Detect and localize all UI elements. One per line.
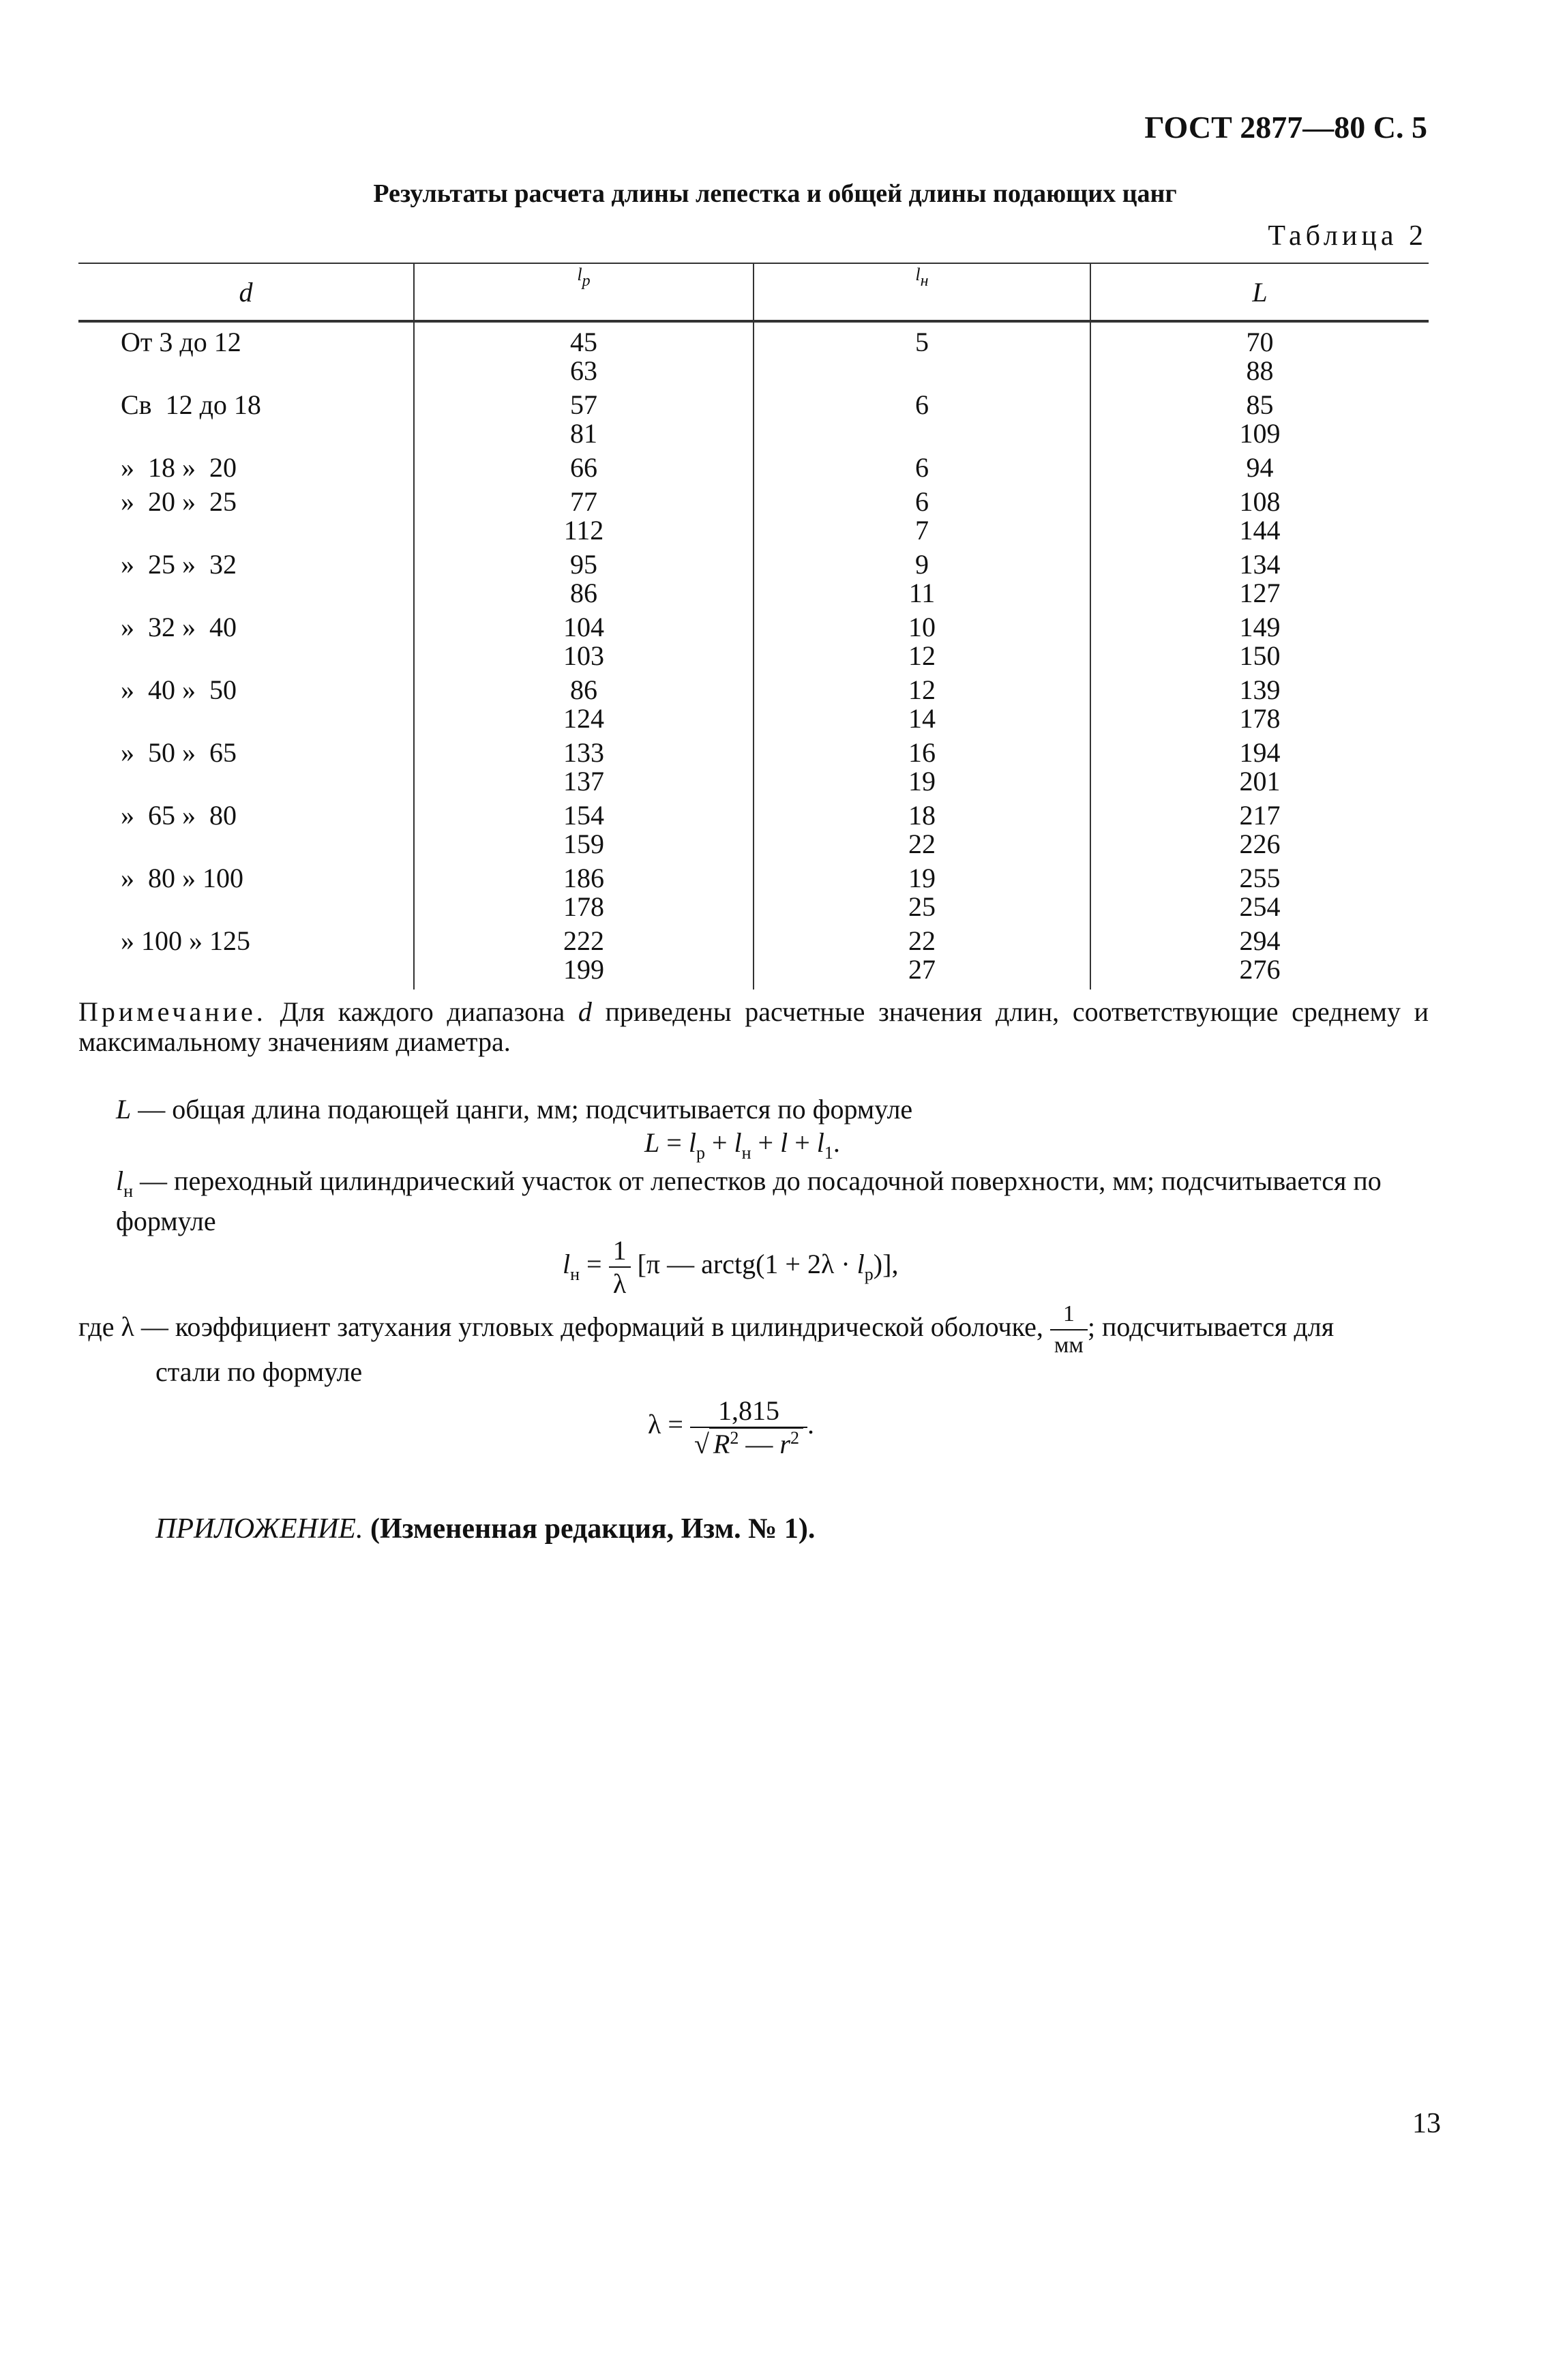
cell-ln <box>754 864 1090 927</box>
cell-d <box>78 550 414 613</box>
cell-L <box>1090 550 1429 613</box>
cell-value: 27 <box>908 954 936 985</box>
fraction-1-mm: $\frac{1}{мм}$ <box>1050 1299 1088 1360</box>
cell-value: 25 <box>908 891 936 922</box>
def-L: L — общая длина подающей цанги, мм; подсчитывается по формуле <box>116 1094 913 1125</box>
table-title: Результаты расчета длины лепестка и общей длины подающих цанг <box>373 179 1177 208</box>
cell-L <box>1090 488 1429 550</box>
cell-d <box>78 801 414 864</box>
table-row <box>78 739 1429 801</box>
cell-value: 57 <box>570 389 597 420</box>
cell-ln <box>754 927 1090 990</box>
cell-value: 63 <box>570 355 597 386</box>
cell-value: 18 <box>908 800 936 831</box>
cell-d-text: » 32 » 40 <box>121 612 237 642</box>
cell-d <box>78 864 414 927</box>
cell-L <box>1090 676 1429 739</box>
table-row <box>78 321 1429 391</box>
cell-value: 6 <box>915 486 929 517</box>
cell-value: 150 <box>1239 640 1281 671</box>
cell-value: 16 <box>908 737 936 768</box>
cell-value: 294 <box>1239 925 1281 956</box>
cell-value: 109 <box>1239 418 1281 449</box>
cell-lp <box>414 453 754 488</box>
cell-ln <box>754 391 1090 453</box>
cell-value: 159 <box>563 829 604 859</box>
cell-value: 7 <box>915 515 929 546</box>
note-text-2: приведены расчетные значения длин, соответствующие среднему и максимальному значениям диаметра. <box>78 996 1429 1057</box>
table-row <box>78 391 1429 453</box>
cell-d <box>78 739 414 801</box>
cell-value: 226 <box>1239 829 1281 859</box>
cell-value: 255 <box>1239 863 1281 893</box>
header-ln: lн <box>754 263 1090 321</box>
cell-lp <box>414 927 754 990</box>
cell-value: 276 <box>1239 954 1281 985</box>
cell-value: 137 <box>563 766 604 797</box>
cell-L <box>1090 739 1429 801</box>
cell-value: 45 <box>570 327 597 357</box>
cell-value: 139 <box>1239 674 1281 705</box>
formula-lambda: λ = $\frac{1,815}{√ R^2 — r^2}$ . <box>648 1395 814 1459</box>
cell-d-text: » 20 » 25 <box>121 486 237 517</box>
cell-lp <box>414 864 754 927</box>
table-row <box>78 550 1429 613</box>
cell-value: 144 <box>1239 515 1281 546</box>
cell-L <box>1090 321 1429 391</box>
cell-value: 217 <box>1239 800 1281 831</box>
cell-L <box>1090 613 1429 676</box>
cell-value: 199 <box>563 954 604 985</box>
cell-value: 154 <box>563 800 604 831</box>
cell-ln <box>754 453 1090 488</box>
formula-L: $L = l_р + l_н + l + l_1$. <box>644 1127 840 1163</box>
note-text-1: Для каждого диапазона <box>266 996 578 1027</box>
cell-d <box>78 391 414 453</box>
cell-ln <box>754 739 1090 801</box>
fraction-lambda: $\frac{1,815}{√ R^2 — r^2}$ <box>690 1395 807 1460</box>
cell-value: 103 <box>563 640 604 671</box>
cell-ln <box>754 321 1090 391</box>
def-lambda-cont: стали по формуле <box>155 1356 363 1387</box>
results-table <box>78 263 1429 990</box>
def-ln: $l_н$ — переходный цилиндрический участок от лепестков до посадочной поверхности, мм; подсчитывается по формуле <box>116 1165 1382 1236</box>
cell-d-text: » 65 » 80 <box>121 800 237 831</box>
table-row <box>78 488 1429 550</box>
cell-ln <box>754 550 1090 613</box>
appendix-label: ПРИЛОЖЕНИЕ. <box>155 1513 363 1545</box>
cell-value: 6 <box>915 452 929 483</box>
cell-d-text: От 3 до 12 <box>121 327 241 357</box>
cell-value: 186 <box>563 863 604 893</box>
cell-d <box>78 453 414 488</box>
page-number: 13 <box>1412 2108 1441 2139</box>
cell-value: 178 <box>563 891 604 922</box>
cell-d <box>78 321 414 391</box>
cell-value: 178 <box>1239 703 1281 734</box>
cell-value: 22 <box>908 829 936 859</box>
cell-value: 108 <box>1239 486 1281 517</box>
cell-lp <box>414 676 754 739</box>
cell-value: 12 <box>908 674 936 705</box>
cell-value: 77 <box>570 486 597 517</box>
appendix-note <box>155 1513 815 1545</box>
header-d: d <box>78 263 414 321</box>
cell-L <box>1090 801 1429 864</box>
cell-value: 66 <box>570 452 597 483</box>
cell-d-text: » 18 » 20 <box>121 452 237 483</box>
appendix-text: (Измененная редакция, Изм. № 1). <box>363 1513 816 1545</box>
cell-d <box>78 488 414 550</box>
header-L: L <box>1090 263 1429 321</box>
cell-L <box>1090 864 1429 927</box>
cell-value: 22 <box>908 925 936 956</box>
header-lp: lр <box>414 263 754 321</box>
cell-lp <box>414 739 754 801</box>
table-label: Таблица 2 <box>1268 220 1427 252</box>
cell-lp <box>414 321 754 391</box>
cell-d-text: » 25 » 32 <box>121 549 237 580</box>
table-row <box>78 613 1429 676</box>
cell-lp <box>414 550 754 613</box>
cell-value: 88 <box>1246 355 1274 386</box>
cell-lp <box>414 488 754 550</box>
document-header: ГОСТ 2877—80 С. 5 <box>1144 110 1427 145</box>
cell-value: 194 <box>1239 737 1281 768</box>
cell-d-text: » 80 » 100 <box>121 863 243 893</box>
cell-value: 19 <box>908 863 936 893</box>
cell-value: 94 <box>1246 452 1274 483</box>
fraction-1-lambda: $\frac{1}{\lambda}$ <box>609 1234 631 1300</box>
cell-value: 134 <box>1239 549 1281 580</box>
table-row <box>78 927 1429 990</box>
cell-L <box>1090 927 1429 990</box>
cell-value: 222 <box>563 925 604 956</box>
cell-value: 9 <box>915 549 929 580</box>
cell-d-text: » 100 » 125 <box>121 925 250 956</box>
note-label: Примечание. <box>78 996 267 1027</box>
cell-value: 124 <box>563 703 604 734</box>
cell-value: 70 <box>1246 327 1274 357</box>
cell-value: 86 <box>570 578 597 608</box>
table-row <box>78 864 1429 927</box>
cell-value: 127 <box>1239 578 1281 608</box>
cell-value: 12 <box>908 640 936 671</box>
cell-value: 10 <box>908 612 936 642</box>
cell-d <box>78 613 414 676</box>
table-row <box>78 676 1429 739</box>
cell-L <box>1090 453 1429 488</box>
cell-value: 85 <box>1246 389 1274 420</box>
cell-d <box>78 676 414 739</box>
cell-lp <box>414 801 754 864</box>
cell-value: 81 <box>570 418 597 449</box>
cell-value: 95 <box>570 549 597 580</box>
note-var: d <box>578 996 592 1027</box>
cell-value: 5 <box>915 327 929 357</box>
cell-value: 149 <box>1239 612 1281 642</box>
cell-value: 19 <box>908 766 936 797</box>
cell-value: 133 <box>563 737 604 768</box>
cell-d <box>78 927 414 990</box>
cell-ln <box>754 676 1090 739</box>
formula-ln: $l_н$ = $\frac{1}{\lambda}$ [π — arctg(1 + $2\lambda \cdot l_р$)], <box>563 1235 899 1299</box>
table-header-row <box>78 263 1429 321</box>
cell-d-text: » 40 » 50 <box>121 674 237 705</box>
cell-lp <box>414 613 754 676</box>
table-row <box>78 801 1429 864</box>
def-lambda: где λ — коэффициент затухания угловых деформаций в цилиндрической оболочке, $\frac{1}{мм}$ ; подсчитывается для <box>78 1299 1432 1360</box>
cell-value: 14 <box>908 703 936 734</box>
cell-value: 254 <box>1239 891 1281 922</box>
cell-value: 112 <box>563 515 604 546</box>
cell-value: 86 <box>570 674 597 705</box>
cell-L <box>1090 391 1429 453</box>
cell-ln <box>754 613 1090 676</box>
cell-lp <box>414 391 754 453</box>
table-note <box>78 997 1429 1057</box>
cell-ln <box>754 801 1090 864</box>
cell-d-text: Св 12 до 18 <box>121 389 261 420</box>
cell-d-text: » 50 » 65 <box>121 737 237 768</box>
cell-value: 201 <box>1239 766 1281 797</box>
table-row <box>78 453 1429 488</box>
cell-ln <box>754 488 1090 550</box>
cell-value: 6 <box>915 389 929 420</box>
cell-value: 11 <box>908 578 936 608</box>
cell-value: 104 <box>563 612 604 642</box>
